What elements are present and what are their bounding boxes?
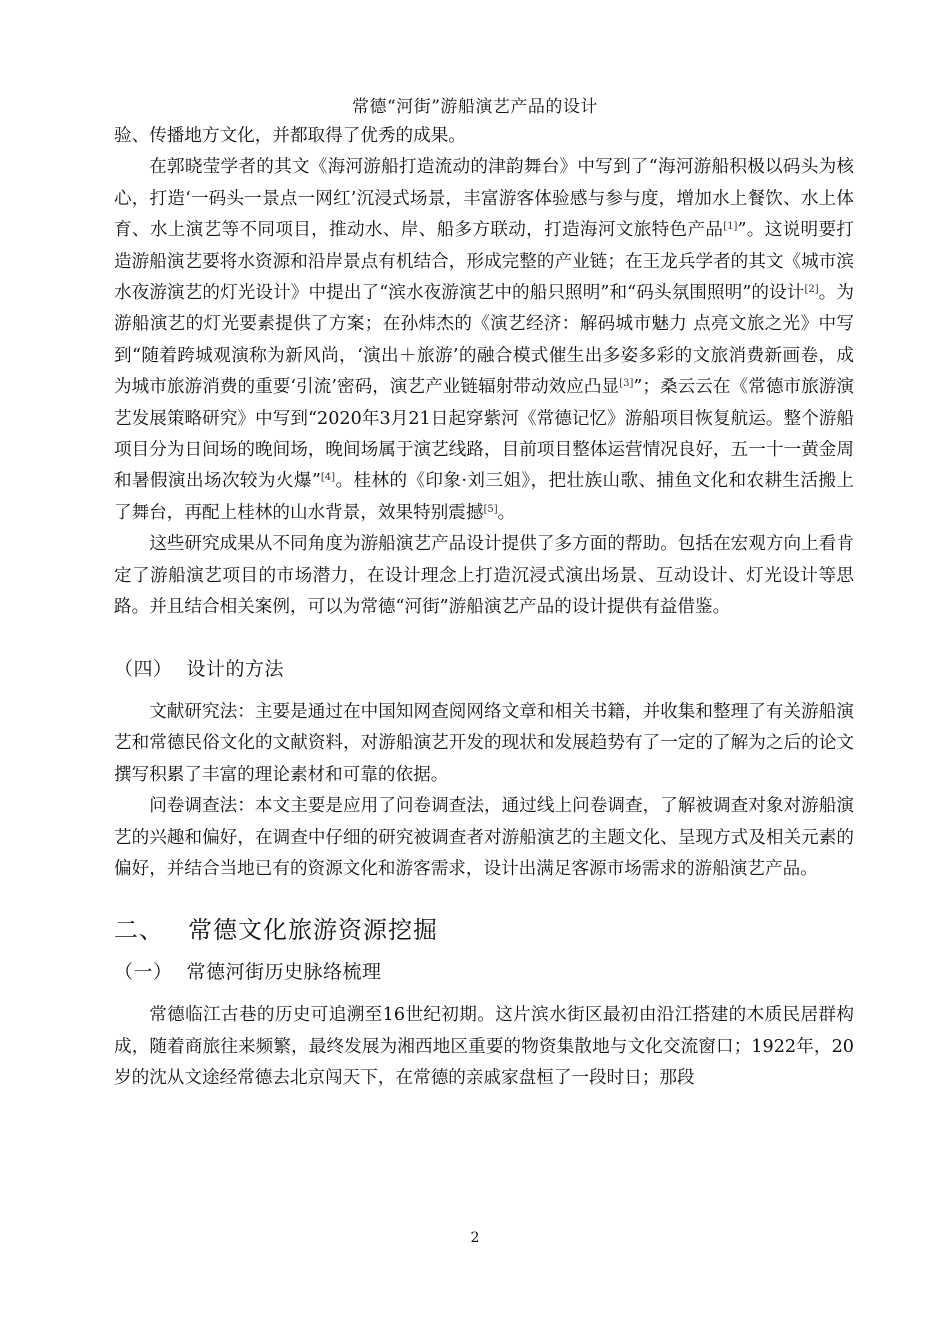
paragraph-history: 常德临江古巷的历史可追溯至16世纪初期。这片滨水街区最初由沿江搭建的木质民居群构成，随着商旅往来频繁，最终发展为湘西地区重要的物资集散地与文化交流窗口；1922年，20岁的沈从文途经常德去北京闯天下，在常德的亲戚家盘桓了一段时日；那段	[114, 1005, 854, 1088]
subsection-number: （一）	[114, 960, 173, 983]
section-title: 设计的方法	[186, 657, 285, 680]
text-run: 。	[497, 502, 516, 523]
citation-ref: [3]	[619, 378, 634, 390]
paragraph-literature-method: 文献研究法：主要是通过在中国知网查阅网络文章和相关书籍，并收集和整理了有关游船演艺和常德民俗文化的文献资料，对游船演艺开发的现状和发展趋势有了一定的了解为之后的论文撰写积累了丰富的理论素材和可靠的依据。	[114, 701, 854, 785]
paragraph-continuation: 验、传播地方文化，并都取得了优秀的成果。	[114, 126, 466, 146]
page-number: 2	[470, 1230, 480, 1246]
paragraph-survey-method: 问卷调查法：本文主要是应用了问卷调查法，通过线上问卷调查，了解被调查对象对游船演艺的兴趣和偏好，在调查中仔细的研究被调查者对游船演艺的主题文化、呈现方式及相关元素的偏好，并结合当地已有的资源文化和游客需求，设计出满足客源市场需求的游船演艺产品。	[114, 796, 854, 879]
subsection-heading	[114, 957, 854, 988]
text-run: 。为游船演艺的灯光要素提供了方案；在孙炜杰的《演艺经济：解码城市魅力 点亮文旅之光》中写到“随着跨城观演称为新风尚，‘演出＋旅游’的融合模式催生出多姿多彩的文旅消费新画卷，成为城市旅游消费的重要‘引流’密码，演艺产业链辐射带动效应凸显	[114, 283, 854, 398]
chapter-number: 二、	[114, 916, 164, 945]
citation-ref: [5]	[483, 503, 498, 515]
body-text	[114, 121, 854, 1094]
running-header: 常德“河街”游船演艺产品的设计	[352, 97, 598, 117]
section-number: （四）	[114, 657, 173, 680]
section-heading-methods	[114, 654, 854, 685]
subsection-title: 常德河街历史脉络梳理	[186, 960, 382, 983]
chapter-heading	[114, 915, 854, 946]
paragraph-summary: 这些研究成果从不同角度为游船演艺产品设计提供了多方面的帮助。包括在宏观方向上看肯定了游船演艺项目的市场潜力，在设计理念上打造沉浸式演出场景、互动设计、灯光设计等思路。并且结合相关案例，可以为常德“河街”游船演艺产品的设计提供有益借鉴。	[114, 534, 854, 618]
paragraph-literature-review	[114, 152, 854, 529]
citation-ref: [2]	[804, 284, 819, 296]
text-run: 在郭晓莹学者的其文《海河游船打造流动的津韵舞台》中写到了“海河游船积极以码头为核心，打造‘一码头一景点一网红’沉浸式场景，丰富游客体验感与参与度，增加水上餐饮、水上体育、水上演艺等不同项目，推动水、岸、船多方联动，打造海河文旅特色产品	[114, 157, 854, 241]
text-run: 。桂林的《印象·刘三姐》，把壮族山歌、捕鱼文化和农耕生活搬上了舞台，再配上桂林的山水背景，效果特别震撼	[114, 471, 855, 523]
text-run: ”。这说明要打造游船演艺要将水资源和沿岸景点有机结合，形成完整的产业链；在王龙兵学者的其文《城市滨水夜游演艺的灯光设计》中提出了“滨水夜游演艺中的船只照明”和“码头氛围照明”的设计	[114, 220, 854, 304]
chapter-title: 常德文化旅游资源挖掘	[188, 916, 438, 945]
citation-ref: [4]	[320, 472, 336, 484]
citation-ref: [1]	[723, 221, 738, 233]
text-run: ”；桑云云在《常德市旅游演艺发展策略研究》中写到“2020年3月21日起穿紫河《常德记忆》游船项目恢复航运。整个游船项目分为日间场的晚间场，晚间场属于演艺线路，目前项目整体运营情况良好，五一十一黄金周和暑假演出场次较为火爆”	[114, 377, 854, 492]
